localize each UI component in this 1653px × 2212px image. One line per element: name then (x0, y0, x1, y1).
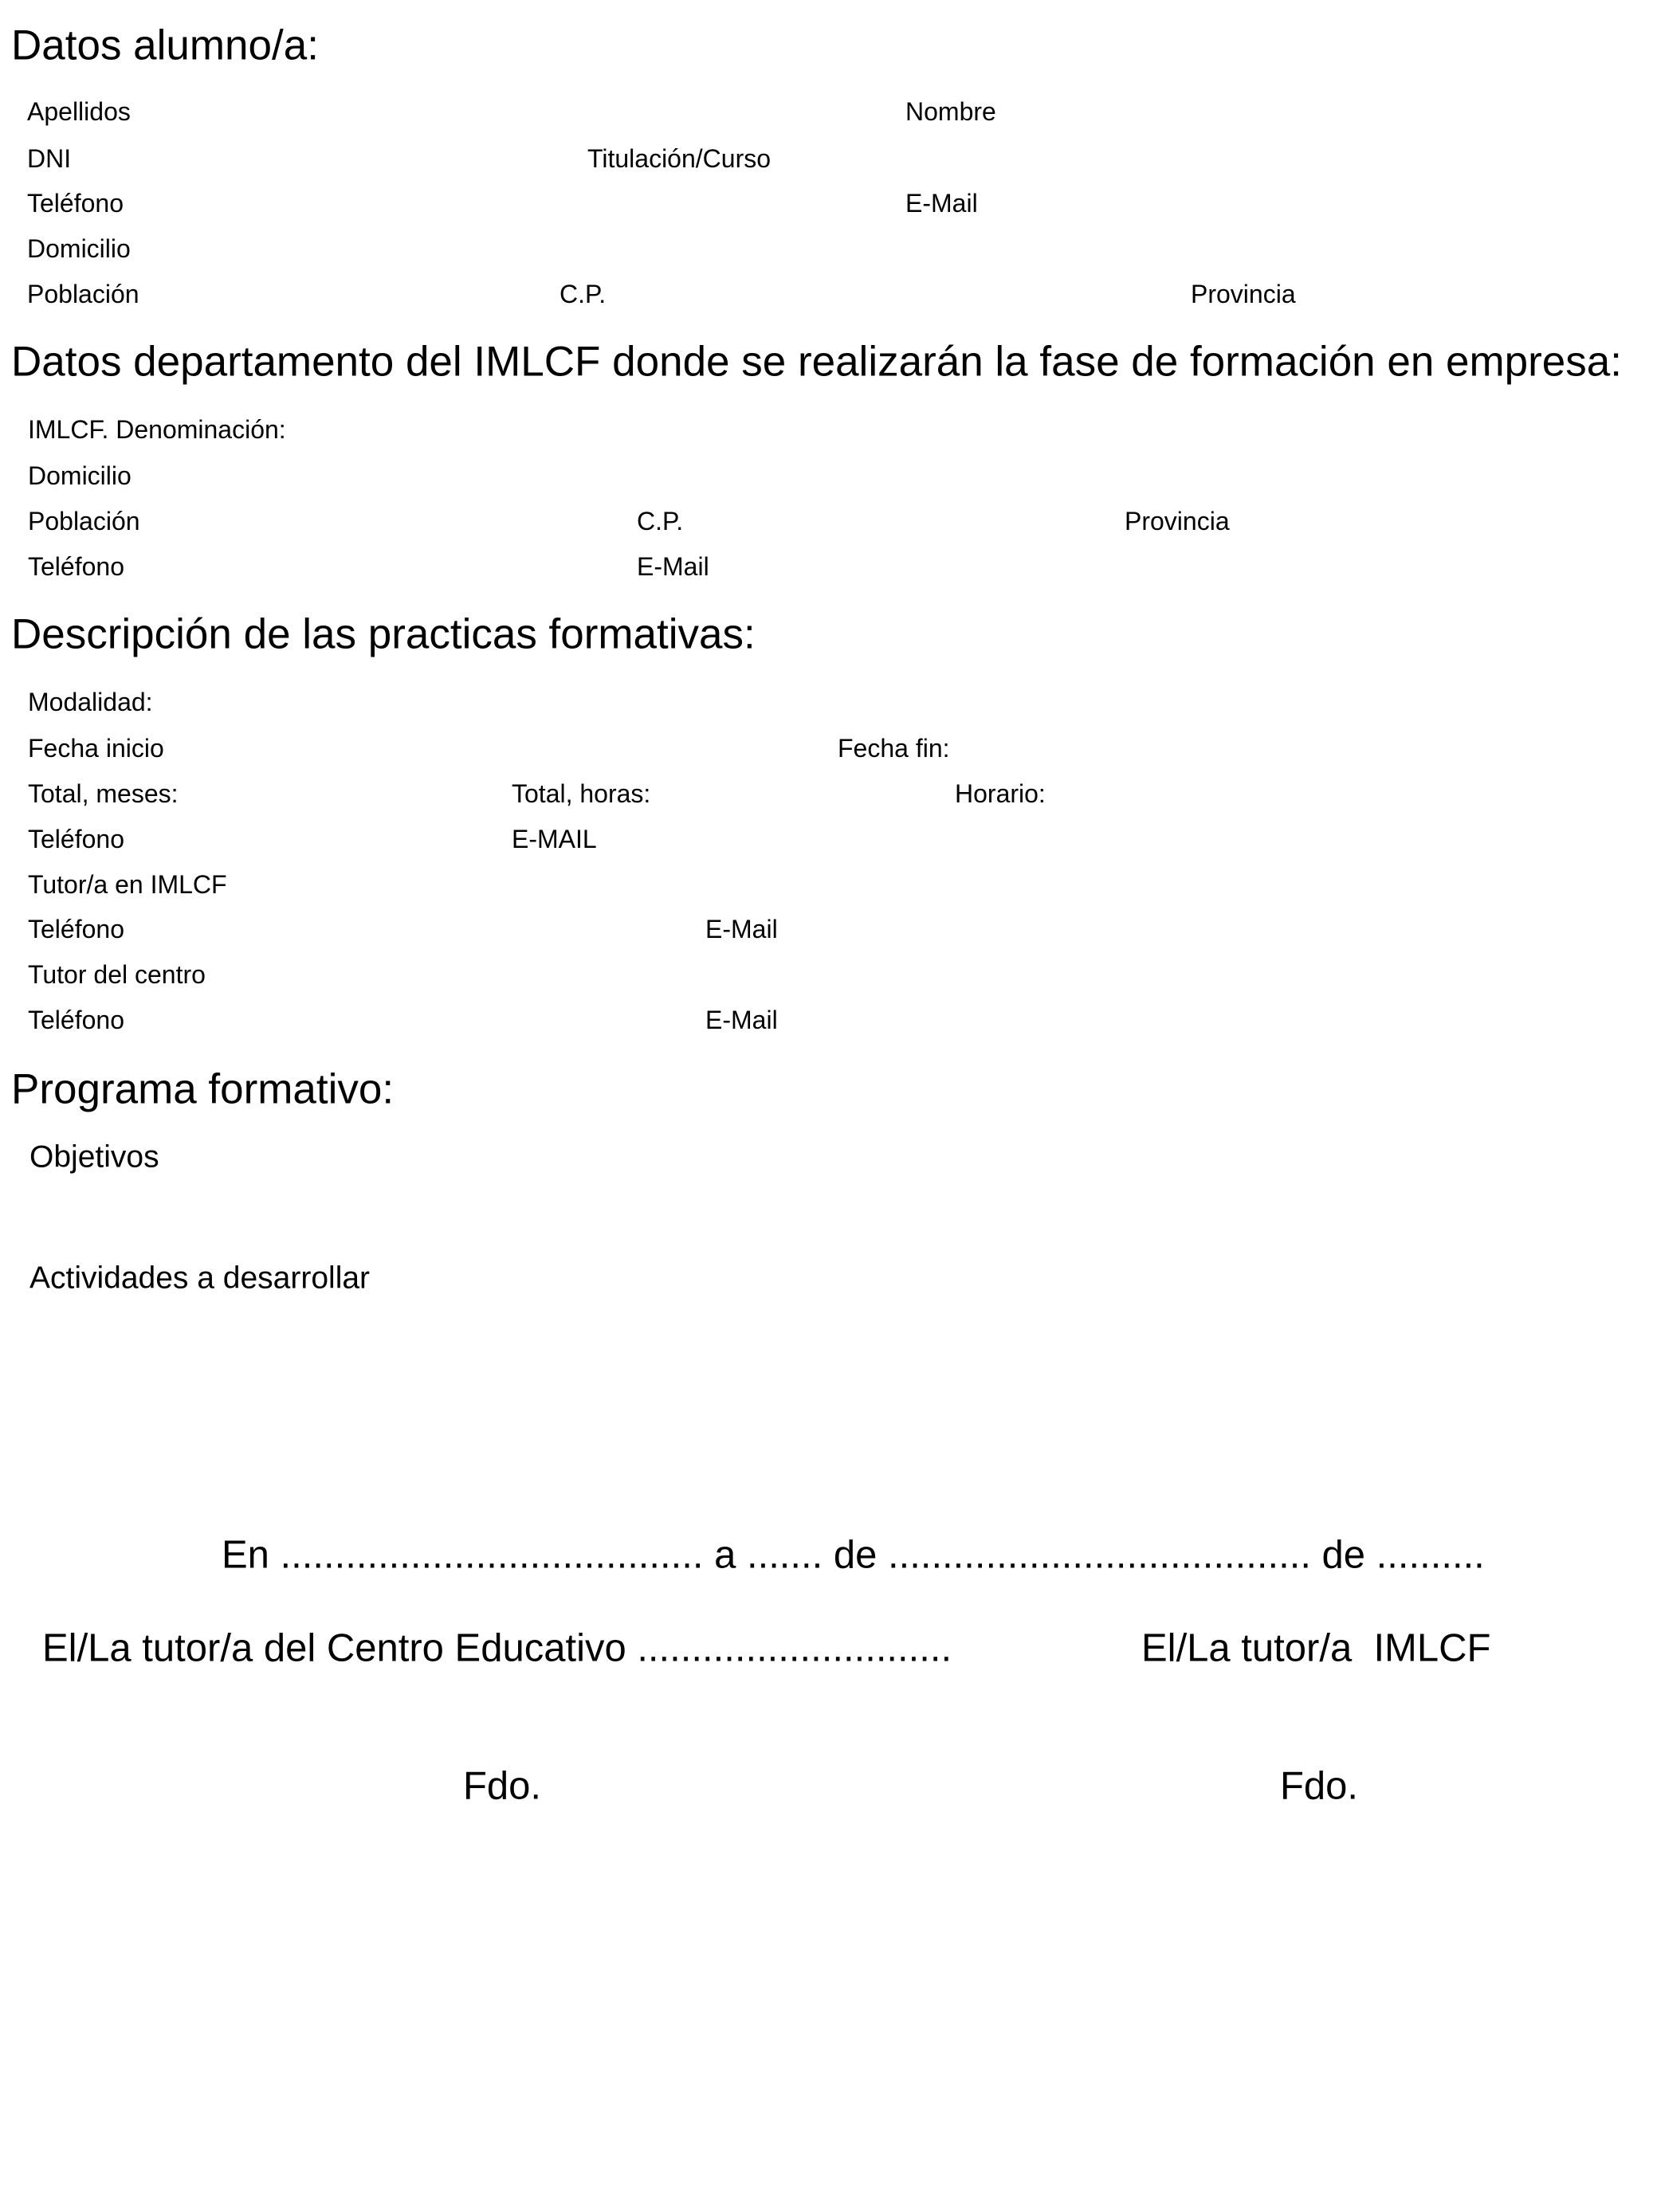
label-provincia: Provincia (1191, 280, 1296, 308)
fdo-left: Fdo. (463, 1764, 542, 1808)
tutor-imlcf-signature-label: El/La tutor/a IMLCF (1141, 1626, 1491, 1670)
label-email: E-Mail (905, 189, 978, 218)
label-dept-telefono: Teléfono (28, 552, 124, 581)
label-actividades: Actividades a desarrollar (29, 1261, 371, 1296)
label-dept-poblacion: Población (28, 507, 140, 535)
fdo-right: Fdo. (1280, 1764, 1359, 1808)
label-modalidad: Modalidad: (28, 688, 153, 716)
label-total-meses: Total, meses: (28, 779, 179, 808)
label-objetivos: Objetivos (29, 1139, 159, 1175)
label-cp: C.P. (560, 280, 607, 308)
practices-heading: Descripción de las practicas formativas: (11, 610, 756, 658)
label-tutor-imlcf-telefono: Teléfono (28, 915, 124, 943)
label-practices-telefono: Teléfono (28, 825, 124, 853)
label-total-horas: Total, horas: (512, 779, 651, 808)
program-heading: Programa formativo: (11, 1065, 395, 1113)
label-tutor-imlcf: Tutor/a en IMLCF (28, 870, 227, 899)
label-horario: Horario: (955, 779, 1046, 808)
label-fecha-fin: Fecha fin: (838, 734, 950, 763)
label-apellidos: Apellidos (27, 97, 131, 126)
label-dept-email: E-Mail (637, 552, 709, 581)
label-dept-cp: C.P. (637, 507, 684, 535)
label-tutor-centro-email: E-Mail (705, 1006, 778, 1034)
label-tutor-centro: Tutor del centro (28, 960, 206, 989)
label-dept-provincia: Provincia (1125, 507, 1230, 535)
place-date-line: En ....................................... a ....... de ....................................... de .......... (222, 1533, 1485, 1577)
department-heading: Datos departamento del IMLCF donde se realizarán la fase de formación en empresa: (11, 338, 1622, 386)
label-nombre: Nombre (905, 97, 996, 126)
student-heading: Datos alumno/a: (11, 22, 319, 69)
label-poblacion: Población (27, 280, 139, 308)
label-practices-email: E-MAIL (512, 825, 597, 853)
label-fecha-inicio: Fecha inicio (28, 734, 164, 763)
label-titulacion: Titulación/Curso (587, 144, 772, 173)
label-dni: DNI (27, 144, 72, 173)
tutor-centro-signature-label: El/La tutor/a del Centro Educativo ............................. (42, 1626, 952, 1670)
label-tutor-imlcf-email: E-Mail (705, 915, 778, 943)
label-denominacion: IMLCF. Denominación: (28, 415, 286, 444)
label-dept-domicilio: Domicilio (28, 461, 132, 490)
label-domicilio: Domicilio (27, 234, 131, 263)
label-telefono: Teléfono (27, 189, 124, 218)
label-tutor-centro-telefono: Teléfono (28, 1006, 124, 1034)
